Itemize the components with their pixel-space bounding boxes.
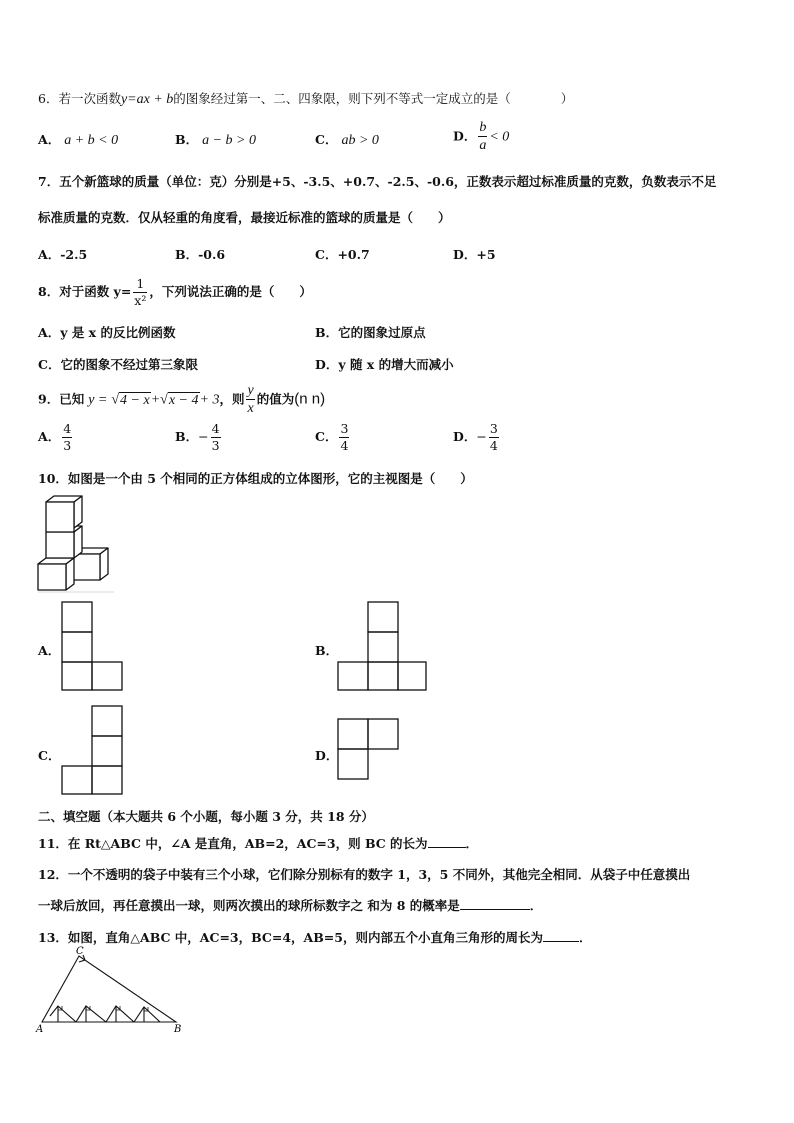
q9-c-num: 3 [340, 421, 349, 436]
cube-figure [36, 492, 116, 596]
q9-d-label: D． [453, 429, 477, 444]
q9-paren: (n n) [294, 390, 326, 408]
q9-option-c[interactable] [315, 423, 351, 452]
q8-d-text: y 随 x 的增大而减小 [338, 357, 454, 372]
q8-den: x² [134, 292, 147, 308]
q9-c-label: C． [315, 429, 338, 444]
q11-blank[interactable] [428, 847, 466, 848]
q11-text: 11．在 Rt△ABC 中，∠A 是直角，AB=2，AC=3，则 BC 的长为 [38, 836, 428, 851]
q9-option-b[interactable] [175, 423, 223, 452]
question-10-stem: 10．如图是一个由 5 个相同的正方体组成的立体图形，它的主视图是（ ） [38, 471, 473, 486]
q7-d-text: +5 [476, 247, 496, 262]
q6-option-b[interactable] [175, 130, 256, 149]
q8-num: 1 [133, 278, 147, 293]
question-12-line2 [38, 896, 542, 914]
q13-end: ． [578, 930, 592, 945]
q7-option-d[interactable] [453, 245, 496, 263]
q13-triangle-figure [36, 946, 186, 1036]
question-11 [38, 834, 478, 852]
q10-option-b-figure[interactable] [336, 600, 430, 692]
q9-sqrt-2: √x − 4 [160, 392, 199, 408]
q9-b-den: 3 [211, 437, 220, 453]
q9-b-sign: − [198, 429, 209, 444]
q7-c-text: +0.7 [337, 247, 370, 262]
q9-then: ，则 [219, 391, 245, 407]
q8-d-label: D． [315, 357, 339, 372]
q13-blank[interactable] [543, 941, 579, 942]
q8-b-text: 它的图象过原点 [338, 325, 426, 340]
q9-plus3: + 3 [199, 392, 220, 408]
q12-end: ． [529, 898, 543, 913]
q6-a-expr: a + b < 0 [64, 133, 119, 148]
section-2-title: 二、填空题（本大题共 6 个小题，每小题 3 分，共 18 分） [38, 809, 374, 824]
label-a: A [36, 1024, 44, 1035]
q9-fraction [246, 384, 254, 416]
q9-d-den: 4 [489, 437, 498, 453]
label-c: C [76, 946, 84, 957]
q6-d-tail: < 0 [489, 129, 510, 145]
q9-c-fraction [339, 423, 349, 452]
q9-b-label: B． [175, 429, 199, 444]
q8-a-text: y 是 x 的反比例函数 [60, 325, 176, 340]
q8-option-b[interactable] [315, 323, 426, 341]
q9-d-num: 3 [489, 421, 498, 436]
q8-option-d[interactable] [315, 355, 454, 373]
q9-a-num: 4 [63, 421, 72, 436]
q7-option-b[interactable] [175, 245, 225, 263]
q6-a-label: A． [38, 132, 61, 147]
q8-option-a[interactable] [38, 323, 175, 341]
q6-stem-text: 6．若一次函数 [38, 91, 121, 106]
q9-plus: + [150, 392, 161, 408]
q7-option-c[interactable] [315, 245, 370, 263]
q9-a-den: 3 [63, 437, 72, 453]
q11-end: ． [465, 836, 479, 851]
question-13 [38, 928, 592, 946]
q13-text: 13．如图，直角△ABC 中，AC=3，BC=4，AB=5，则内部五个小直角三角形的周长为 [38, 930, 543, 945]
q8-rest: ，下列说法正确的是（ ） [149, 284, 312, 299]
q6-b-expr: a − b > 0 [202, 133, 256, 148]
q12-blank[interactable] [460, 909, 530, 910]
question-9-stem [38, 384, 325, 416]
q6-c-label: C． [315, 132, 338, 147]
q10-option-a-label[interactable]: A． [38, 643, 61, 658]
q9-radicand-2: x − 4 [168, 392, 199, 408]
q8-c-text: 它的图象不经过第三象限 [60, 357, 198, 372]
q6-d-num: b [479, 120, 487, 135]
q6-b-label: B． [175, 132, 199, 147]
q9-option-d[interactable] [453, 423, 501, 452]
q6-rest: 的图象经过第一、二、四象限，则下列不等式一定成立的是（ ） [173, 91, 574, 106]
q6-option-d[interactable] [453, 121, 509, 153]
q8-a-label: A． [38, 325, 61, 340]
q8-stem-text: 8．对于函数 y= [38, 284, 132, 299]
q6-d-fraction [478, 121, 487, 153]
q7-c-label: C． [315, 247, 338, 262]
q9-b-fraction [211, 423, 221, 452]
q9-stem-text: 9．已知 [38, 391, 85, 407]
q12-line2-text: 一球后放回，再任意摸出一球，则两次摸出的球所标数字之 和为 8 的概率是 [38, 898, 460, 913]
q10-option-c-figure[interactable] [60, 704, 124, 796]
q10-option-d-figure[interactable] [336, 717, 402, 783]
question-6-stem [38, 89, 573, 108]
q9-d-sign: − [476, 429, 487, 444]
q10-option-c-label[interactable]: C． [38, 748, 61, 763]
q8-option-c[interactable] [38, 355, 198, 373]
question-12-line1: 12．一个不透明的袋子中装有三个小球，它们除分别标有的数字 1，3，5 不同外，其他完全相同．从袋子中任意摸出 [38, 867, 691, 882]
q10-option-b-label[interactable]: B． [315, 643, 339, 658]
q7-a-label: A． [38, 247, 61, 262]
q6-d-label: D． [453, 128, 477, 144]
question-8-stem [38, 278, 312, 307]
q7-d-label: D． [453, 247, 477, 262]
q9-rest: 的值为 [256, 391, 295, 407]
q7-b-text: -0.6 [198, 247, 226, 262]
label-b: B [174, 1024, 182, 1035]
q9-num: y [247, 383, 254, 398]
question-7-line2: 标准质量的克数．仅从轻重的角度看，最接近标准的篮球的质量是（ ） [38, 210, 451, 225]
q9-sqrt-1: √4 − x [111, 392, 150, 408]
q6-d-den: a [479, 138, 487, 153]
q6-option-c[interactable] [315, 130, 379, 149]
q6-c-expr: ab > 0 [341, 133, 379, 148]
q7-option-a[interactable] [38, 245, 87, 263]
q6-function: y=ax + b [120, 92, 174, 107]
q9-option-a[interactable] [38, 423, 74, 452]
q6-option-a[interactable] [38, 130, 118, 149]
q10-option-d-label[interactable]: D． [315, 748, 339, 763]
q9-radicand-1: 4 − x [120, 392, 150, 408]
q9-c-den: 4 [340, 437, 349, 453]
q9-a-label: A． [38, 429, 61, 444]
q9-a-fraction [62, 423, 72, 452]
q9-d-fraction [489, 423, 499, 452]
q7-b-label: B． [175, 247, 199, 262]
q8-c-label: C． [38, 357, 61, 372]
q7-a-text: -2.5 [60, 247, 88, 262]
q9-b-num: 4 [211, 421, 220, 436]
q9-den: x [247, 401, 254, 416]
question-7-line1: 7．五个新篮球的质量（单位：克）分别是+5、-3.5、+0.7、-2.5、-0.6，正数表示超过标准质量的克数，负数表示不足 [38, 174, 717, 189]
q8-b-label: B． [315, 325, 339, 340]
q10-option-a-figure[interactable] [60, 600, 124, 692]
q9-y-eq: y = [88, 392, 108, 408]
q8-fraction [133, 278, 147, 307]
